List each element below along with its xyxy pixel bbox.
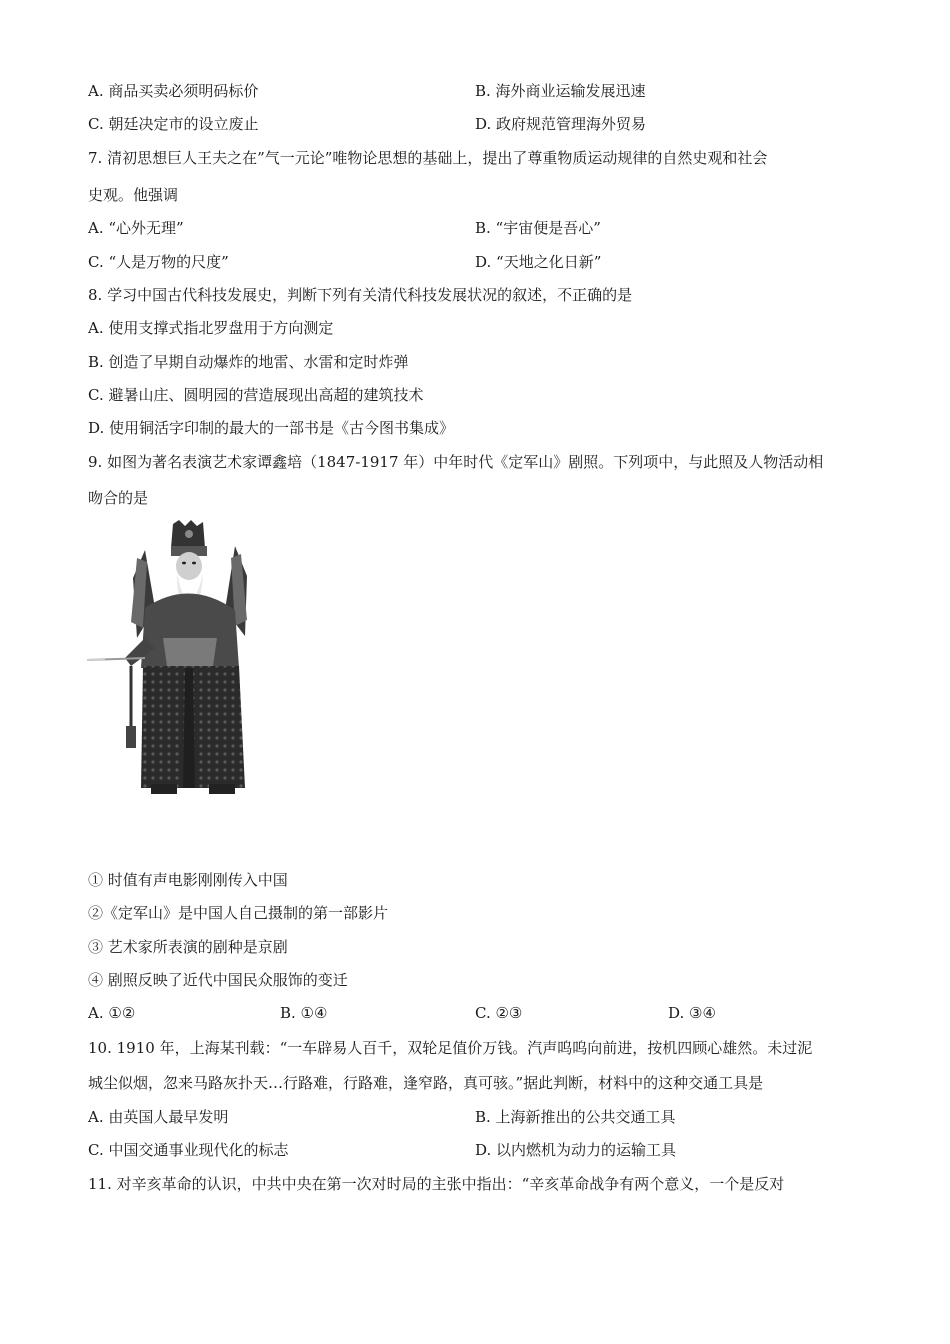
q8-option-b: B. 创造了早期自动爆炸的地雷、水雷和定时炸弹	[88, 353, 409, 371]
q8-option-a: A. 使用支撑式指北罗盘用于方向测定	[88, 319, 334, 337]
q10-option-c: C. 中国交通事业现代化的标志	[88, 1141, 289, 1159]
q9-option-c: C. ②③	[475, 1004, 523, 1022]
q9-item-4: ④ 剧照反映了近代中国民众服饰的变迁	[88, 971, 348, 989]
q8-option-c: C. 避暑山庄、圆明园的营造展现出高超的建筑技术	[88, 386, 424, 404]
q6-option-d: D. 政府规范管理海外贸易	[475, 115, 647, 133]
q6-option-b: B. 海外商业运输发展迅速	[475, 82, 646, 100]
q7-option-c: C. “人是万物的尺度”	[88, 253, 229, 271]
q10-option-d: D. 以内燃机为动力的运输工具	[475, 1141, 677, 1159]
q10-stem-line2: 城尘似烟，忽来马路灰扑天…行路难，行路难，逢窄路，真可骇。”据此判断，材料中的这种交通工具是	[88, 1074, 764, 1092]
q7-option-a: A. “心外无理”	[88, 219, 184, 237]
q8-stem: 8. 学习中国古代科技发展史，判断下列有关清代科技发展状况的叙述，不正确的是	[88, 286, 633, 304]
q9-item-3: ③ 艺术家所表演的剧种是京剧	[88, 938, 288, 956]
q6-option-c: C. 朝廷决定市的设立废止	[88, 115, 259, 133]
q9-option-d: D. ③④	[668, 1004, 716, 1022]
q10-stem-line1: 10. 1910 年，上海某刊载：“一车辟易人百千，双轮足值价万钱。汽声呜呜向前进，按机四顾心雄然。未过泥	[88, 1039, 813, 1057]
q11-stem-line1: 11. 对辛亥革命的认识，中共中央在第一次对时局的主张中指出：“辛亥革命战争有两个意义，一个是反对	[88, 1175, 785, 1193]
q9-option-a: A. ①②	[88, 1004, 136, 1022]
q10-option-b: B. 上海新推出的公共交通工具	[475, 1108, 676, 1126]
q7-option-b: B. “宇宙便是吾心”	[475, 219, 601, 237]
q8-option-d: D. 使用铜活字印制的最大的一部书是《古今图书集成》	[88, 419, 455, 437]
q9-item-1: ① 时值有声电影刚刚传入中国	[88, 871, 288, 889]
q6-option-a: A. 商品买卖必须明码标价	[88, 82, 259, 100]
q7-stem-line1: 7. 清初思想巨人王夫之在”气一元论”唯物论思想的基础上，提出了尊重物质运动规律的自然史观和社会	[88, 149, 768, 167]
q10-option-a: A. 由英国人最早发明	[88, 1108, 229, 1126]
q9-stem-line2: 吻合的是	[88, 489, 149, 507]
q9-option-b: B. ①④	[280, 1004, 328, 1022]
q7-stem-line2: 史观。他强调	[88, 186, 179, 204]
opera-performer-photo	[85, 518, 257, 800]
q9-item-2: ②《定军山》是中国人自己摄制的第一部影片	[88, 904, 389, 922]
q7-option-d: D. “天地之化日新”	[475, 253, 602, 271]
q9-stem-line1: 9. 如图为著名表演艺术家谭鑫培（1847-1917 年）中年时代《定军山》剧照。下列项中，与此照及人物活动相	[88, 453, 824, 471]
